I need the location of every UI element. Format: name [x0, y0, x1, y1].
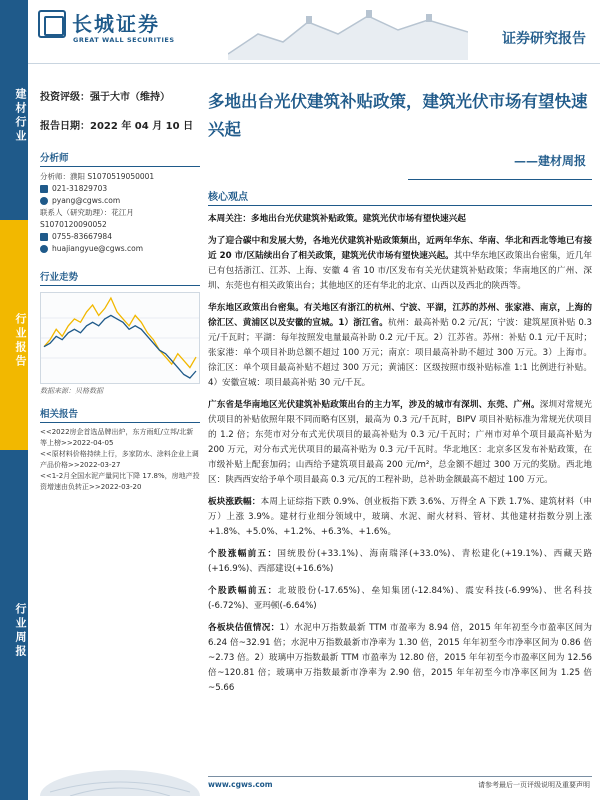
contact-license: S1070120090052 — [40, 220, 107, 229]
footer-globe-illustration — [40, 762, 200, 796]
report-title: 多地出台光伏建筑补贴政策，建筑光伏市场有望快速兴起 — [208, 92, 588, 139]
analyst-section-heading: 分析师 — [40, 150, 200, 167]
investment-rating: 投资评级：强于大市（维持） — [40, 92, 170, 103]
company-name: 长城证券 — [72, 12, 160, 36]
company-name-en: GREAT WALL SECURITIES — [73, 36, 175, 44]
top-losers-paragraph: 个股跌幅前五：北玻股份(-17.65%)、垒知集团(-12.84%)、震安科技(-6.99%)、世名科技(-6.72%)、亚玛顿(-6.64%) — [208, 586, 592, 611]
footer-disclaimer: 请参考最后一页评级说明及重要声明 — [478, 781, 590, 789]
trend-section-heading: 行业走势 — [40, 269, 200, 286]
sector-performance-paragraph: 板块涨跌幅：本周上证综指下跌 0.9%、创业板指下跌 3.6%、万得全 A 下跌 1.7%、建筑材料（申万）上涨 3.9%。建材行业细分领域中，玻璃、水泥、耐火材料、管材、其他建材指数分别上涨+1.8%、+5.0%、+1.2%、+6.3%、+1.6%。 — [208, 497, 592, 537]
main-content — [208, 88, 592, 703]
footer-website-link[interactable]: www.cgws.com — [208, 780, 273, 789]
contact-phone: 0755-83667984 — [40, 231, 200, 243]
email-icon — [40, 245, 48, 253]
email-icon — [40, 197, 48, 205]
phone-icon — [40, 233, 48, 241]
subtitle-divider — [408, 179, 592, 180]
great-wall-illustration — [228, 4, 468, 60]
analyst-phone: 021-31829703 — [40, 183, 200, 195]
core-view-heading: 核心观点 — [208, 188, 592, 206]
analyst-name: 分析师：濮阳 S1070519050001 — [40, 172, 155, 181]
valuation-paragraph: 各板块估值情况：1）水泥申万指数最新 TTM 市盈率为 8.94 倍，2015 年年初至今市盈率区间为 6.24 倍~32.91 倍；水泥申万指数最新市净率为 1.30 倍，2015 年年初至今市净率区间为 0.86 倍~2.73 倍。2）玻璃申万指数最新 TTM 市盈率为 12.80 倍，2015 年年初至今市盈率区间为 12.56 倍~120.81 倍；玻璃申万指数最新市净率为 2.90 倍，2015 年年初至今市净率区间为 1.25 倍~5.66 — [208, 623, 592, 693]
company-logo-icon — [38, 10, 66, 38]
chart-source: 数据来源：贝格数据 — [40, 387, 103, 395]
sidebar-weekly-label: 行业周报 — [0, 450, 28, 800]
related-report-item[interactable]: <<原材料价格持续上行，多家防水、涂料企业上调产品价格>>2022-03-27 — [40, 450, 199, 469]
vertical-sidebar — [0, 0, 28, 800]
industry-trend-chart — [40, 292, 200, 384]
east-china-paragraph: 华东地区政策出台密集。有关地区有浙江的杭州、宁波、平湖，江苏的苏州、张家港、南京，上海的徐汇区、黄浦区以及安徽的宣城。1）浙江省。杭州：最高补贴 0.2 元/瓦；宁波：建筑屋顶补贴 0.3 元/千瓦时；平湖：每年按照发电量最高补助 0.2 元/千瓦。2）江苏省。苏州：补贴 0.1 元/千瓦时；张家港：单个项目补助总额不超过 100 万元；南京：项目最高补助不超过 300 万元。3）上海市。徐汇区：单个项目最高补贴不超过 300 万元；黄浦区：区级按照市级补贴标准 1:1 比例进行补贴。4）安徽宣城：项目最高补贴 30 元/千瓦。 — [208, 303, 592, 388]
footer-divider — [208, 776, 592, 777]
contact-name: 联系人（研究助理）：花江月 — [40, 208, 134, 217]
related-report-item[interactable]: <<2022房企首选品牌出炉，东方雨虹/立邦/北新等上榜>>2022-04-05 — [40, 428, 194, 447]
sidebar-industry-label: 建材行业 — [0, 0, 28, 220]
info-column — [40, 88, 200, 493]
report-date: 报告日期：2022 年 04 月 10 日 — [40, 121, 194, 132]
trend-chart-svg — [40, 292, 200, 384]
policy-overview-paragraph: 为了迎合碳中和发展大势，各地光伏建筑补贴政策频出，近两年华东、华南、华北和西北等地已有接近 20 市/区陆续出台了相关政策，建筑光伏市场有望快速兴起。其中华东地区政策出台密集，近几年已有包括浙江、江苏、上海、安徽 4 省 10 市/区发布有关光伏建筑补贴政策；华南地区的广州、深圳、东莞也有相关政策出台；其他地区的还有华北的北京、山西以及西北的陕西等。 — [208, 236, 592, 291]
phone-icon — [40, 185, 48, 193]
focus-paragraph: 本周关注：多地出台光伏建筑补贴政策。建筑光伏市场有望快速兴起 — [208, 214, 466, 224]
top-gainers-paragraph: 个股涨幅前五：国统股份(+33.1%)、海南瑞泽(+33.0%)、青松建化(+19.1%)、西藏天路(+16.9%)、西部建设(+16.6%) — [208, 549, 592, 574]
report-type-label: 证券研究报告 — [502, 31, 586, 47]
analyst-email[interactable]: pyang@cgws.com — [40, 195, 200, 207]
report-subtitle: ——建材周报 — [513, 154, 586, 168]
south-china-paragraph: 广东省是华南地区光伏建筑补贴政策出台的主力军，涉及的城市有深圳、东莞、广州。深圳对常规光伏项目的补贴依照年限不同而略有区别，最高为 0.3 元/千瓦时，BIPV 项目补贴标准为常规光伏项目的 1.2 倍；东莞市对分布式光伏项目的最高补贴为 0.3 元/千瓦时；广州市对单个项目最高补贴为 200 万元，对分布式光伏项目的最高补贴为 0.3 元/千瓦时。华北地区：北京多区发布补贴政策，在市级补贴上配套加码；山西给予建筑项目最高 200 元/m²，总金额不超过 300 万元的奖励。西北地区：陕西西安给予单个项目最高 0.3 元/瓦的工程补助，总补助金额最高不超过 100 万元。 — [208, 400, 592, 485]
related-section-heading: 相关报告 — [40, 406, 200, 423]
related-report-item[interactable]: <<1-2月全国水泥产量同比下降 17.8%，房地产投资增速由负转正>>2022-03-20 — [40, 472, 200, 491]
contact-email[interactable]: huajiangyue@cgws.com — [40, 243, 200, 255]
page-header — [28, 0, 600, 64]
sidebar-report-label: 行业报告 — [0, 220, 28, 450]
